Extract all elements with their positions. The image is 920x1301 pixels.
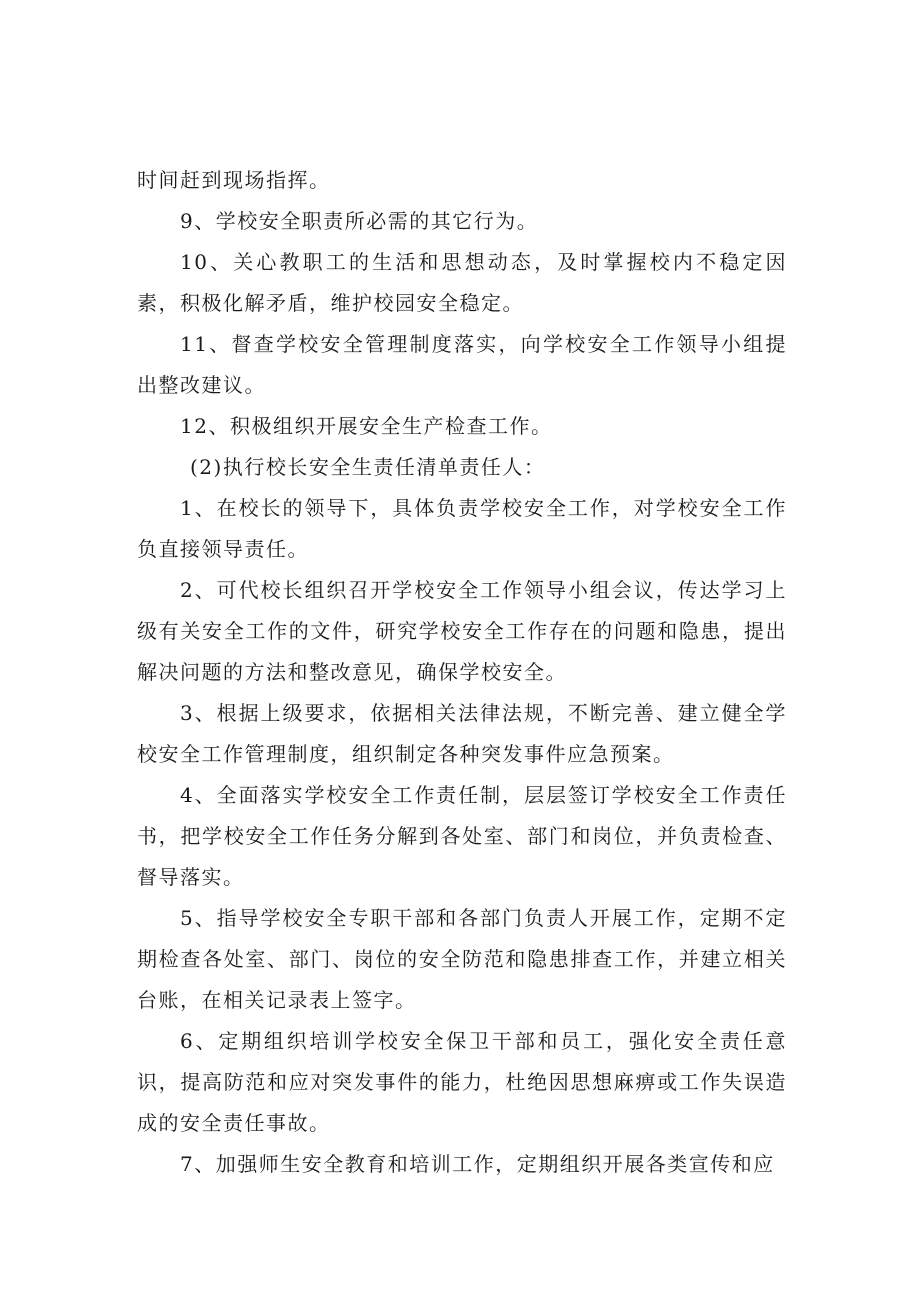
- paragraph-duty-4: 4、全面落实学校安全工作责任制，层层签订学校安全工作责任书，把学校安全工作任务分解到各处室、部门和岗位，并负责检查、督导落实。: [137, 783, 787, 889]
- paragraph-duty-6: 6、定期组织培训学校安全保卫干部和员工，强化安全责任意识，提高防范和应对突发事件的能力，杜绝因思想麻痹或工作失误造成的安全责任事故。: [137, 1029, 787, 1135]
- paragraph-duty-1: 1、在校长的领导下，具体负责学校安全工作，对学校安全工作负直接领导责任。: [137, 496, 787, 561]
- paragraph-duty-3: 3、根据上级要求，依据相关法律法规，不断完善、建立健全学校安全工作管理制度，组织制定各种突发事件应急预案。: [137, 701, 787, 766]
- paragraph-duty-5: 5、指导学校安全专职干部和各部门负责人开展工作，定期不定期检查各处室、部门、岗位的安全防范和隐患排查工作，并建立相关台账，在相关记录表上签字。: [137, 906, 787, 1012]
- section-heading: (2)执行校长安全生责任清单责任人：: [190, 455, 546, 479]
- paragraph-item-9: 9、学校安全职责所必需的其它行为。: [180, 209, 539, 233]
- document-body: [137, 160, 787, 1185]
- paragraph-item-11: 11、督查学校安全管理制度落实，向学校安全工作领导小组提出整改建议。: [137, 332, 787, 397]
- paragraph-duty-7: 7、加强师生安全教育和培训工作，定期组织开展各类宣传和应: [180, 1152, 775, 1176]
- paragraph-item-10: 10、关心教职工的生活和思想动态，及时掌握校内不稳定因素，积极化解矛盾，维护校园安全稳定。: [137, 250, 787, 315]
- paragraph-duty-2: 2、可代校长组织召开学校安全工作领导小组会议，传达学习上级有关安全工作的文件，研究学校安全工作存在的问题和隐患，提出解决问题的方法和整改意见，确保学校安全。: [137, 578, 787, 684]
- paragraph-item-12: 12、积极组织开展安全生产检查工作。: [180, 414, 553, 438]
- paragraph-continuation: 时间赶到现场指挥。: [137, 168, 331, 192]
